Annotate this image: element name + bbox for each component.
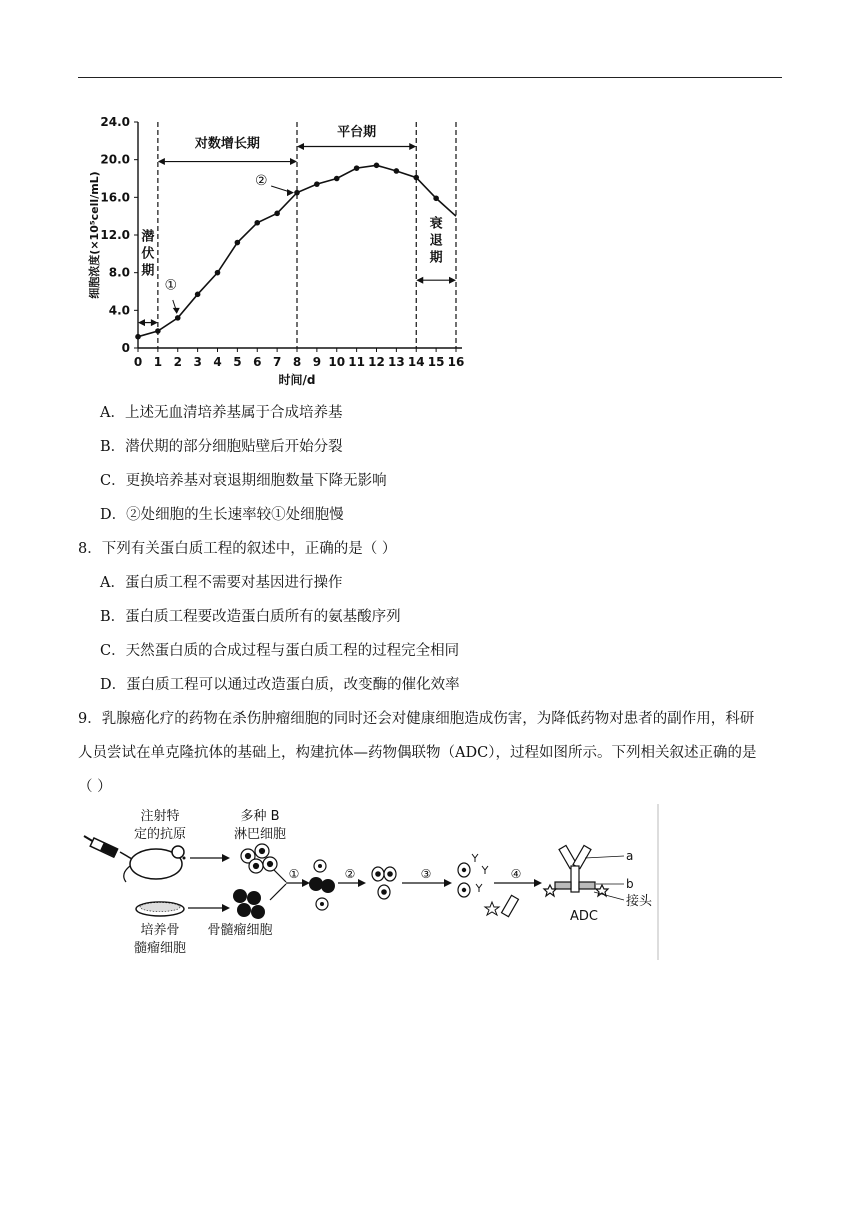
annotation-2-label: ② <box>254 173 268 190</box>
x-tick-label: 8 <box>292 355 302 369</box>
x-tick-label: 10 <box>328 355 346 369</box>
data-point <box>175 315 181 321</box>
y-tick-label: 24.0 <box>100 115 130 129</box>
decline-phase-arrow-head-left <box>416 277 423 284</box>
drug-star-icon <box>485 895 518 916</box>
mouse-icon <box>124 846 186 882</box>
q9-stem-line-1: 9．乳腺癌化疗的药物在杀伤肿瘤细胞的同时还会对健康细胞造成伤害，为降低药物对患者的副作用，科研 <box>78 711 755 727</box>
data-point <box>374 163 380 169</box>
data-point <box>195 292 201 298</box>
data-point <box>294 190 300 196</box>
q9-stem-line-2: 人员尝试在单克隆抗体的基础上，构建抗体—药物偶联物（ADC），过程如图所示。下列相关叙述正确的是 <box>78 745 757 761</box>
decline-phase-arrow-head-right <box>449 277 456 284</box>
x-tick-label: 15 <box>427 355 445 369</box>
adc-antibody-icon <box>544 845 608 896</box>
cell-growth-chart <box>84 108 474 400</box>
q7-option-c[interactable]: C．更换培养基对衰退期细胞数量下降无影响 <box>100 473 387 489</box>
annotation-1-label: ① <box>164 277 178 294</box>
annotation-2-arrowhead <box>287 189 294 196</box>
q8-option-a[interactable]: A．蛋白质工程不需要对基因进行操作 <box>100 575 343 591</box>
annotation-1-arrowhead <box>173 308 180 314</box>
data-point <box>155 328 161 334</box>
bcell-label-2: 淋巴细胞 <box>233 827 287 842</box>
q8-option-d[interactable]: D．蛋白质工程可以通过改造蛋白质，改变酶的催化效率 <box>100 677 460 693</box>
y-tick-label: 16.0 <box>100 190 130 205</box>
x-tick-label: 0 <box>133 355 143 369</box>
myeloma-cells-icon <box>233 889 265 919</box>
q8-option-c[interactable]: C．天然蛋白质的合成过程与蛋白质工程的过程完全相同 <box>100 643 460 659</box>
plateau-phase-arrow-head-right <box>409 143 416 150</box>
step-4-label: ④ <box>510 867 522 881</box>
x-tick-label: 1 <box>153 355 163 369</box>
y-tick-label: 20.0 <box>100 152 130 167</box>
x-tick-label: 16 <box>447 355 465 369</box>
x-tick-label: 9 <box>312 355 322 369</box>
x-tick-label: 4 <box>213 355 222 369</box>
decline-phase-label-char: 衰 <box>429 216 443 232</box>
q7-option-a[interactable]: A．上述无血清培养基属于合成培养基 <box>100 405 343 421</box>
q8-option-b[interactable]: B．蛋白质工程要改造蛋白质所有的氨基酸序列 <box>100 609 401 625</box>
adc-connector-label: 接头 <box>626 894 653 909</box>
data-point <box>433 195 439 201</box>
data-point <box>215 270 221 276</box>
x-tick-label: 13 <box>388 355 405 369</box>
y-tick-label: 0 <box>121 341 130 355</box>
step-2-label: ② <box>344 867 356 881</box>
step-3-label: ③ <box>420 867 432 881</box>
data-point <box>354 165 360 171</box>
adc-label: ADC <box>570 909 598 924</box>
y-tick-label: 4.0 <box>108 303 130 318</box>
lag-phase-label-char: 伏 <box>141 246 155 262</box>
plateau-phase-label: 平台期 <box>337 125 377 141</box>
data-point <box>274 211 280 217</box>
q8-stem: 8．下列有关蛋白质工程的叙述中，正确的是（ ） <box>78 541 397 557</box>
header-rule <box>78 77 782 78</box>
data-point <box>334 176 340 182</box>
x-tick-label: 6 <box>253 355 262 369</box>
data-point <box>314 181 320 187</box>
selected-hybridoma-icon <box>458 854 488 897</box>
data-point <box>135 334 141 340</box>
x-tick-label: 7 <box>272 355 282 369</box>
adc-label-a: a <box>626 849 634 863</box>
y-axis-title: 细胞浓度(×10⁵cell/mL) <box>88 171 101 299</box>
lag-phase-arrow-head-left <box>138 319 145 326</box>
bcell-label-1: 多种 B <box>240 809 280 824</box>
q9-stem-line-3: （ ） <box>78 779 112 795</box>
syringe-icon <box>84 836 132 859</box>
x-tick-label: 3 <box>193 355 202 369</box>
lag-phase-label-char: 潜 <box>141 229 155 245</box>
petri-dish-icon <box>136 902 184 916</box>
decline-phase-label-char: 期 <box>429 250 443 266</box>
inject-label-2: 定的抗原 <box>133 827 187 842</box>
step-1-label: ① <box>288 867 300 881</box>
data-point <box>413 175 419 181</box>
data-point <box>394 168 400 174</box>
plateau-phase-arrow-head-left <box>297 143 304 150</box>
x-tick-label: 12 <box>368 355 385 369</box>
data-point <box>254 220 260 226</box>
adc-process-figure <box>80 804 662 960</box>
lag-phase-arrow-head-right <box>151 319 158 326</box>
x-tick-label: 11 <box>348 355 365 369</box>
y-tick-label: 12.0 <box>100 228 130 242</box>
x-axis-title: 时间/d <box>278 373 316 387</box>
q7-option-b[interactable]: B．潜伏期的部分细胞贴壁后开始分裂 <box>100 439 343 455</box>
culture-label-1: 培养骨 <box>140 923 180 938</box>
adc-label-b: b <box>626 877 634 891</box>
y-tick-label: 8.0 <box>108 265 130 280</box>
decline-phase-label-char: 退 <box>429 233 443 249</box>
x-tick-label: 5 <box>233 355 242 369</box>
b-lymphocyte-cells-icon <box>241 844 277 873</box>
x-tick-label: 14 <box>407 355 425 369</box>
log-phase-arrow-head-right <box>290 158 297 165</box>
log-phase-arrow-head-left <box>158 158 165 165</box>
q7-option-d[interactable]: D．②处细胞的生长速率较①处细胞慢 <box>100 507 344 523</box>
fused-cells-icon <box>309 860 335 910</box>
data-point <box>235 240 241 246</box>
x-tick-label: 2 <box>173 355 182 369</box>
culture-label-2: 髓瘤细胞 <box>133 941 187 956</box>
lag-phase-label-char: 期 <box>141 263 155 279</box>
inject-label-1: 注射特 <box>140 809 180 824</box>
myeloma-label: 骨髓瘤细胞 <box>207 923 273 938</box>
log-phase-label: 对数增长期 <box>194 136 260 152</box>
hybridoma-cells-icon <box>372 867 396 899</box>
